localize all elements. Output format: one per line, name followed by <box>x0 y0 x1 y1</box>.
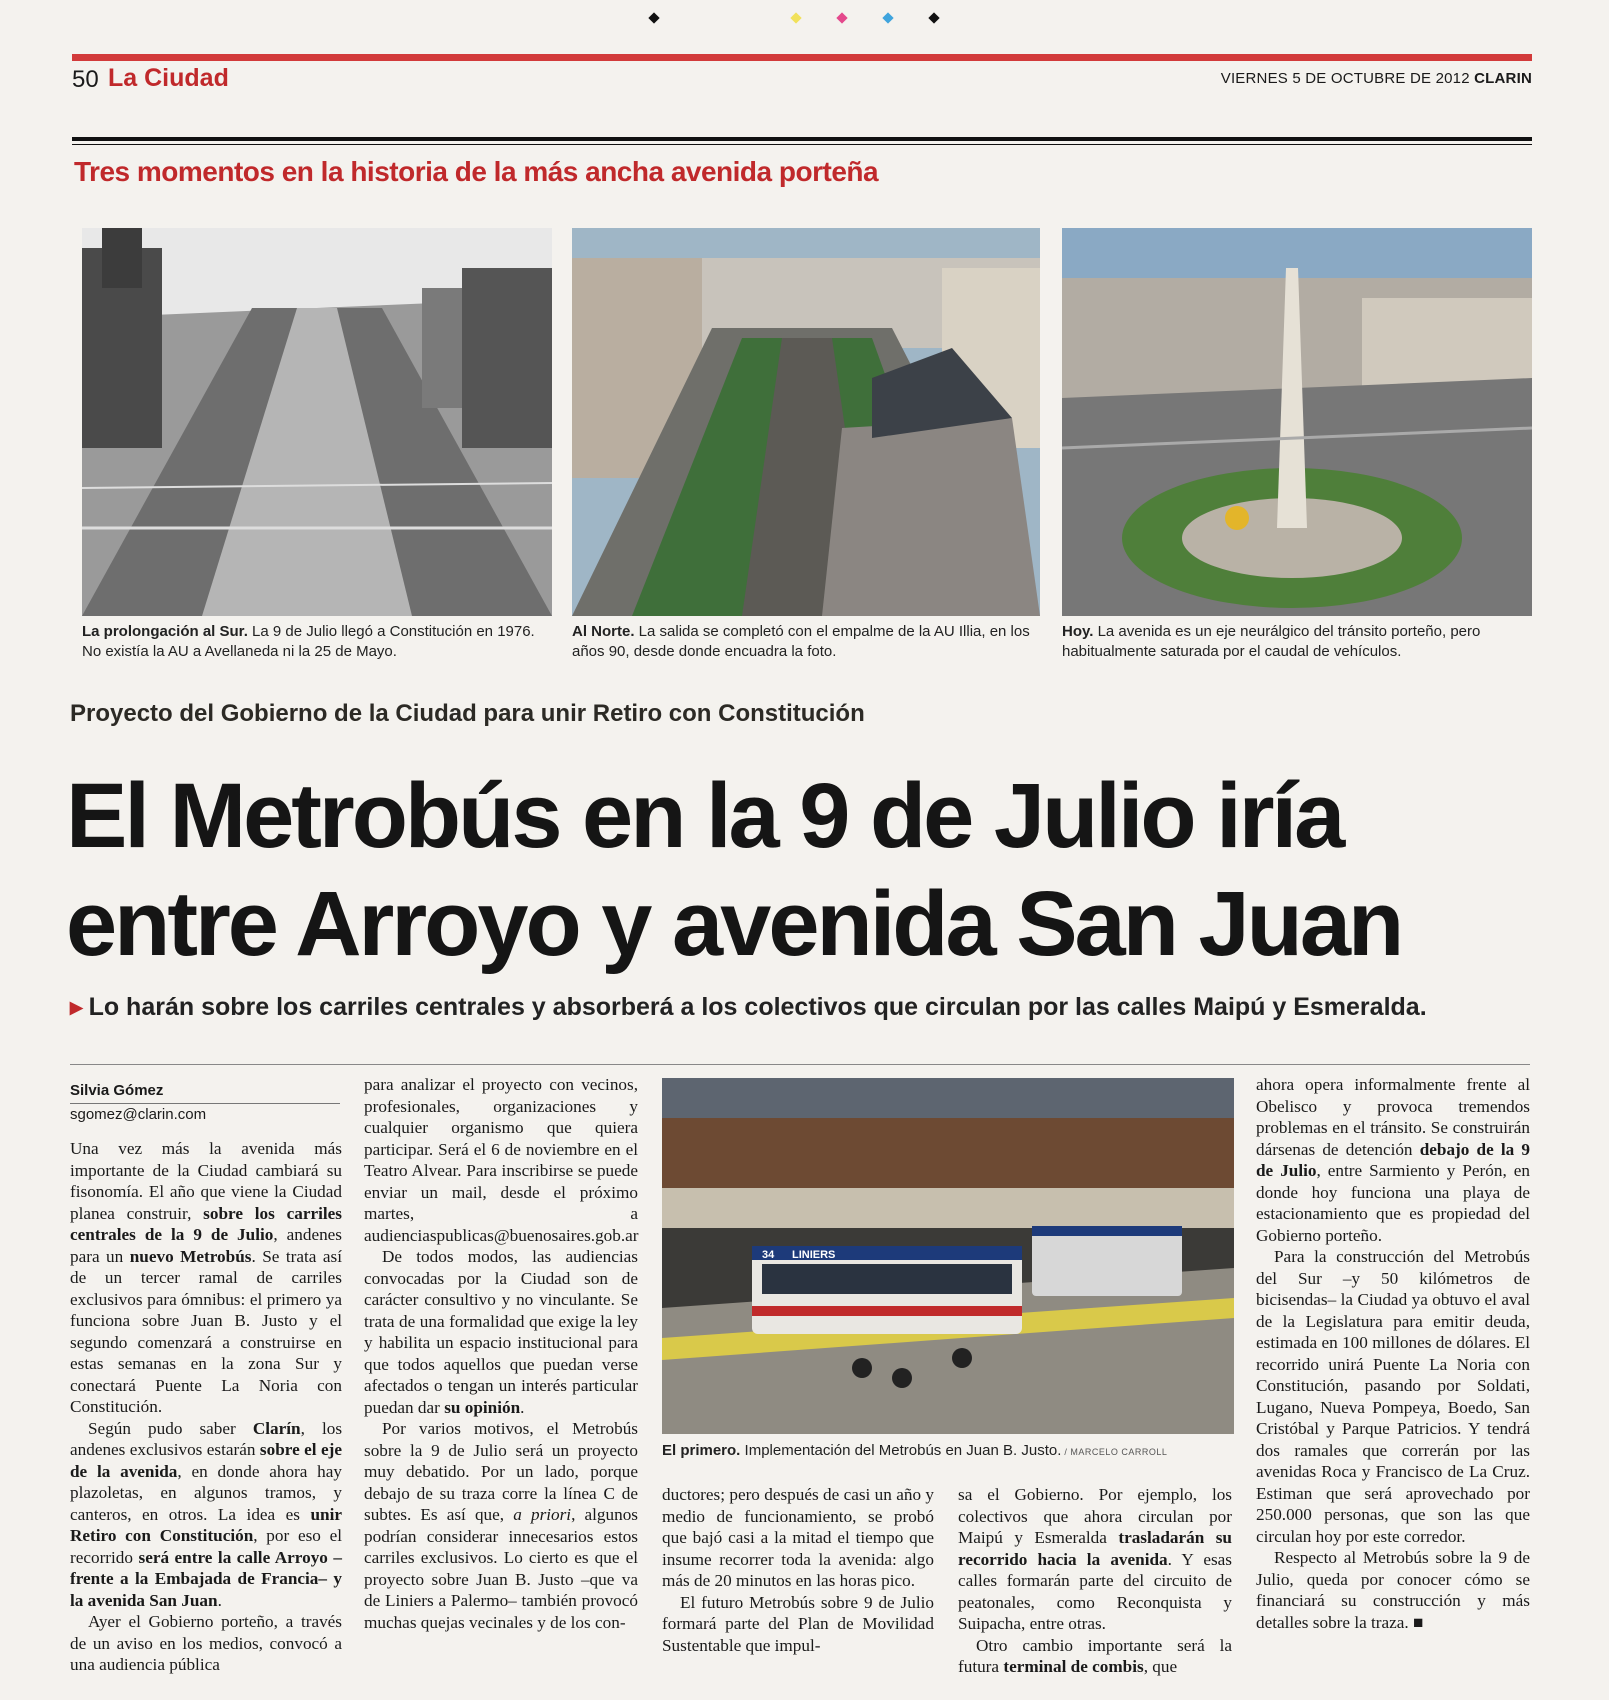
col4-paragraph-2 <box>958 1635 1232 1678</box>
caption-south-extension-text: La 9 de Julio llegó a Constitución en 1976. No existía la AU a Avellaneda ni la 25 de Mayo. <box>82 623 535 660</box>
byline <box>70 1082 342 1123</box>
col2-p3-a: Por varios motivos, el Metrobús sobre la 9 de Julio será un proyecto muy debatido. Por un lado, porque debajo de su traza corre la línea C de subtes. Es así que, <box>364 1419 638 1524</box>
col5-p1-c: , entre Sarmiento y Perón, en donde hoy funciona una playa de estacionamiento que es propiedad del Gobierno porteño. <box>1256 1161 1530 1245</box>
article-column-1 <box>70 1138 342 1676</box>
article-column-5 <box>1256 1074 1530 1633</box>
col3-p1: ductores; pero después de casi un año y medio de funcionamiento, se probó que bajó casi a la mitad el tiempo que insume recorrer toda la avenida: algo más de 20 minutos en las horas pico. <box>662 1485 934 1590</box>
col3-p2: El futuro Metrobús sobre 9 de Julio formará parte del Plan de Movilidad Sustentable que impul- <box>662 1592 934 1655</box>
photo-south-extension <box>82 228 552 616</box>
col4-p1-c: . Y esas calles formarán parte del circuito de peatonales, como Reconquista y Suipacha, entre otras. <box>958 1549 1232 1633</box>
caption-south-extension <box>82 622 552 662</box>
article-column-2 <box>364 1074 638 1633</box>
article-kicker: Proyecto del Gobierno de la Ciudad para unir Retiro con Constitución <box>70 700 865 727</box>
col5-paragraph-1 <box>1256 1074 1530 1246</box>
author-name: Silvia Gómez <box>70 1082 164 1099</box>
col2-p1-a: para analizar el proyecto con vecinos, profesionales, organizaciones y cualquier organismo que quiera participar. Será el 6 de noviembre en el Teatro Alvear. Para inscribirse se puede enviar un mail, desde el próximo martes, a audienciaspublicas@buenosaires.gob.ar <box>364 1075 639 1245</box>
page-folio <box>72 64 1532 94</box>
col4-paragraph-1 <box>958 1484 1232 1635</box>
col4-p1-a: sa el Gobierno. Por ejemplo, los colectivos que ahora circulan por Maipú y Esmeralda <box>958 1485 1232 1547</box>
col4-p1-b: trasladarán su recorrido hacia la avenida <box>958 1528 1232 1569</box>
photo-metrobus <box>662 1078 1234 1434</box>
article-column-4 <box>958 1484 1232 1678</box>
col2-p3-b: a priori <box>513 1505 572 1524</box>
col4-p2-c: , que <box>1143 1657 1178 1676</box>
caption-north-exit-text: La salida se completó con el empalme de la AU Illia, en los años 90, desde donde encuadra la foto. <box>572 623 1030 660</box>
col2-paragraph-2 <box>364 1246 638 1418</box>
bus-number-label: 34 <box>762 1249 775 1261</box>
deck-arrow-icon: ▸ <box>70 993 83 1021</box>
col1-paragraph-3 <box>70 1611 342 1676</box>
dateline <box>1221 70 1532 87</box>
col1-p2-i: . <box>217 1590 222 1610</box>
section-title: La Ciudad <box>108 64 229 92</box>
caption-today-obelisk-text: La avenida es un eje neurálgico del tránsito porteño, pero habitualmente saturada por el caudal de vehículos. <box>1062 623 1481 660</box>
col3-paragraph-2 <box>662 1592 934 1657</box>
caption-north-exit-bold: Al Norte. <box>572 623 635 640</box>
col5-paragraph-3 <box>1256 1547 1530 1633</box>
col1-p2-d: sobre el eje de la avenida <box>70 1440 342 1481</box>
col1-p1-b: sobre los carriles centrales de la 9 de Julio <box>70 1203 342 1244</box>
photo-north-exit-image <box>572 228 1040 616</box>
col1-p2-c: , los andenes exclusivos estarán <box>70 1418 343 1459</box>
caption-metrobus-bold: El primero. <box>662 1442 741 1459</box>
col1-paragraph-1 <box>70 1138 342 1418</box>
article-column-3 <box>662 1484 934 1656</box>
col1-p2-b: Clarín <box>252 1418 301 1438</box>
caption-south-extension-bold: La prolongación al Sur. <box>82 623 248 640</box>
col1-p2-e: , en donde ahora hay plazoletas, en algunos tramos, y canteros, en otros. La idea es <box>70 1461 342 1524</box>
registration-mark-black <box>648 12 659 23</box>
photo-strip-title: Tres momentos en la historia de la más ancha avenida porteña <box>74 156 879 187</box>
col1-p3: Ayer el Gobierno porteño, a través de un aviso en los medios, convocó a una audiencia pública <box>70 1612 342 1674</box>
photo-south-extension-image <box>82 228 552 616</box>
caption-metrobus-text: Implementación del Metrobús en Juan B. Justo. <box>740 1442 1062 1459</box>
headline-line-1: El Metrobús en la 9 de Julio iría <box>66 765 1343 867</box>
col5-paragraph-2 <box>1256 1246 1530 1547</box>
caption-today-obelisk <box>1062 622 1532 662</box>
page-number: 50 <box>72 66 99 93</box>
col1-p1-e: . Se trata así de un tercer ramal de carriles exclusivos para ómnibus: el primero ya funciona sobre Juan B. Justo y el segundo comenzará a construirse en estas semanas en la zona Sur y conectará Puente La Noria con Constitución. <box>70 1246 343 1416</box>
caption-metrobus <box>662 1441 1234 1462</box>
deck-text: Lo harán sobre los carriles centrales y absorberá a los colectivos que circulan por las calles Maipú y Esmeralda. <box>88 993 1427 1021</box>
col1-paragraph-2 <box>70 1418 342 1612</box>
registration-mark-black-2 <box>928 12 939 23</box>
end-mark: ■ <box>1413 1612 1424 1632</box>
paper-name: CLARIN <box>1474 70 1532 87</box>
photo-today-obelisk <box>1062 228 1532 616</box>
top-color-bar <box>72 54 1532 61</box>
col2-p2-b: su opinión <box>444 1397 521 1417</box>
col1-p1-a: Una vez más la avenida más importante de la Ciudad cambiará su fisonomía. El año que viene la Ciudad planea construir, <box>70 1139 342 1223</box>
col2-p2-a: De todos modos, las audiencias convocadas por la Ciudad son de carácter consultivo y no vinculante. Se trata de una formalidad que exige la ley y habilita un espacio institucional para que todos aquellos que puedan verse afectados o tengan un interés particular puedan dar <box>364 1247 638 1417</box>
registration-mark-cyan <box>882 12 893 23</box>
col1-p2-f: unir Retiro con Constitución <box>70 1504 342 1545</box>
photo-credit: / MARCELO CARROLL <box>1061 1447 1168 1457</box>
registration-marks <box>650 12 950 24</box>
issue-date: VIERNES 5 DE OCTUBRE DE 2012 <box>1220 70 1470 87</box>
article-headline <box>66 762 1526 978</box>
caption-north-exit <box>572 622 1040 662</box>
col5-p1-b: debajo de la 9 de Julio <box>1256 1139 1530 1180</box>
col4-p2-b: terminal de combis <box>1003 1657 1144 1676</box>
header-rule-thin <box>72 144 1532 145</box>
col2-p2-c: . <box>520 1397 525 1417</box>
col3-paragraph-1 <box>662 1484 934 1592</box>
col5-p2: Para la construcción del Metrobús del Sur –y 50 kilómetros de bicisendas– la Ciudad ya obtuvo el aval de la Legislatura para emitir deuda, estimada en 100 millones de dólares. El recorrido unirá Puente La Noria con Constitución, pasando por Soldati, Lugano, Nueva Pompeya, Boedo, San Cristóbal y Parque Patricios. Y tendrá dos ramales que correrán por las avenidas Roca y Francisco de La Cruz. Estiman que será aprovechado por 250.000 personas, que son las que circulan hoy por este corredor. <box>1256 1247 1530 1546</box>
col1-p2-a: Según pudo saber <box>88 1418 253 1438</box>
photo-metrobus-image <box>662 1078 1234 1434</box>
header-rule <box>72 137 1532 141</box>
article-deck <box>70 992 1427 1022</box>
col5-p3: Respecto al Metrobús sobre la 9 de Julio, queda por conocer cómo se financiará su construcción y más detalles sobre la traza. <box>1256 1548 1530 1632</box>
deck-rule <box>70 1064 1530 1065</box>
col1-p1-d: nuevo Metrobús <box>129 1246 252 1266</box>
col4-p2-a: Otro cambio importante será la futura <box>958 1635 1232 1676</box>
col1-p1-c: , andenes para un <box>70 1225 342 1266</box>
col2-paragraph-3 <box>364 1418 638 1633</box>
byline-rule <box>70 1103 340 1104</box>
author-email: sgomez@clarin.com <box>70 1106 207 1123</box>
registration-mark-magenta <box>836 12 847 23</box>
col5-p1-a: ahora opera informalmente frente al Obelisco y provoca tremendos problemas en el tránsito. Se construirán dársenas de detención <box>1256 1075 1530 1159</box>
headline-line-2: entre Arroyo y avenida San Juan <box>66 873 1402 975</box>
col1-p2-h: será entre la calle Arroyo –frente a la Embajada de Francia– y la avenida San Juan <box>70 1547 342 1610</box>
photo-north-exit <box>572 228 1040 616</box>
bus-destination-label: LINIERS <box>792 1249 836 1261</box>
registration-mark-yellow <box>790 12 801 23</box>
col2-paragraph-1 <box>364 1074 638 1246</box>
photo-today-obelisk-image <box>1062 228 1532 616</box>
caption-today-obelisk-bold: Hoy. <box>1062 623 1094 640</box>
col2-p3-c: , algunos podrían considerar innecesarios estos carriles exclusivos. Lo cierto es que el proyecto sobre Juan B. Justo –que va de Liniers a Palermo– también provocó muchas quejas vecinales y de los con- <box>364 1505 638 1632</box>
col1-p2-g: , por eso el recorrido <box>70 1526 342 1567</box>
